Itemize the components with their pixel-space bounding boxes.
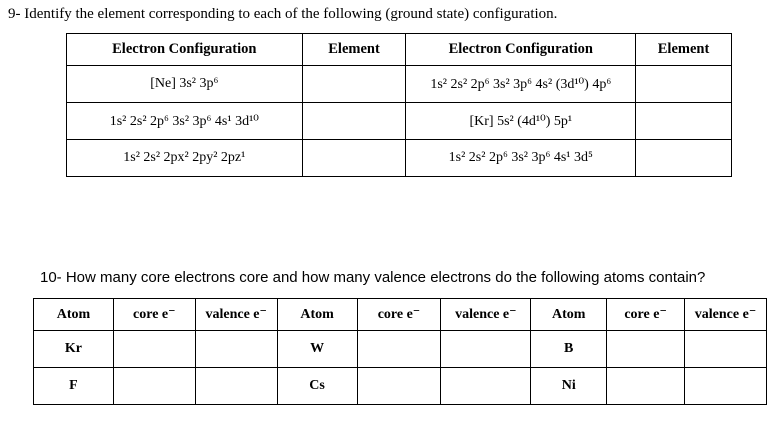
valence-answer-cell[interactable] bbox=[685, 368, 767, 405]
config-cell: [Kr] 5s² (4d¹⁰) 5p¹ bbox=[406, 103, 636, 140]
element-answer-cell[interactable] bbox=[302, 103, 406, 140]
table-row bbox=[67, 103, 732, 140]
question-10-table bbox=[33, 298, 767, 405]
atom-cell: Cs bbox=[277, 368, 357, 405]
table-row bbox=[34, 368, 767, 405]
header-element-2: Element bbox=[636, 34, 732, 66]
config-cell: 1s² 2s² 2p⁶ 3s² 3p⁶ 4s¹ 3d¹⁰ bbox=[67, 103, 303, 140]
question-9-table bbox=[66, 33, 732, 177]
table-header-row bbox=[67, 34, 732, 66]
question-9-title: 9- Identify the element corresponding to each of the following (ground state) configuration. bbox=[8, 6, 558, 22]
header-valence-electrons: valence e⁻ bbox=[441, 299, 531, 331]
valence-answer-cell[interactable] bbox=[685, 331, 767, 368]
config-cell: [Ne] 3s² 3p⁶ bbox=[67, 66, 303, 103]
core-answer-cell[interactable] bbox=[113, 368, 195, 405]
element-answer-cell[interactable] bbox=[302, 66, 406, 103]
table-row bbox=[67, 66, 732, 103]
core-answer-cell[interactable] bbox=[357, 331, 441, 368]
atom-cell: W bbox=[277, 331, 357, 368]
valence-answer-cell[interactable] bbox=[195, 331, 277, 368]
header-electron-configuration-2: Electron Configuration bbox=[406, 34, 636, 66]
header-valence-electrons: valence e⁻ bbox=[195, 299, 277, 331]
atom-cell: F bbox=[34, 368, 114, 405]
element-answer-cell[interactable] bbox=[636, 103, 732, 140]
config-cell: 1s² 2s² 2px² 2py² 2pz¹ bbox=[67, 140, 303, 177]
core-answer-cell[interactable] bbox=[607, 368, 685, 405]
atom-cell: B bbox=[531, 331, 607, 368]
header-core-electrons: core e⁻ bbox=[113, 299, 195, 331]
valence-answer-cell[interactable] bbox=[441, 368, 531, 405]
valence-answer-cell[interactable] bbox=[441, 331, 531, 368]
element-answer-cell[interactable] bbox=[302, 140, 406, 177]
config-cell: 1s² 2s² 2p⁶ 3s² 3p⁶ 4s¹ 3d⁵ bbox=[406, 140, 636, 177]
core-answer-cell[interactable] bbox=[357, 368, 441, 405]
header-atom: Atom bbox=[34, 299, 114, 331]
core-answer-cell[interactable] bbox=[113, 331, 195, 368]
header-element-1: Element bbox=[302, 34, 406, 66]
valence-answer-cell[interactable] bbox=[195, 368, 277, 405]
header-atom: Atom bbox=[277, 299, 357, 331]
element-answer-cell[interactable] bbox=[636, 140, 732, 177]
table-row bbox=[34, 331, 767, 368]
table-row bbox=[67, 140, 732, 177]
header-atom: Atom bbox=[531, 299, 607, 331]
header-core-electrons: core e⁻ bbox=[357, 299, 441, 331]
core-answer-cell[interactable] bbox=[607, 331, 685, 368]
header-valence-electrons: valence e⁻ bbox=[685, 299, 767, 331]
atom-cell: Ni bbox=[531, 368, 607, 405]
config-cell: 1s² 2s² 2p⁶ 3s² 3p⁶ 4s² (3d¹⁰) 4p⁶ bbox=[406, 66, 636, 103]
element-answer-cell[interactable] bbox=[636, 66, 732, 103]
atom-cell: Kr bbox=[34, 331, 114, 368]
question-10-title: 10- How many core electrons core and how many valence electrons do the following atoms contain? bbox=[40, 269, 706, 286]
header-core-electrons: core e⁻ bbox=[607, 299, 685, 331]
table-header-row bbox=[34, 299, 767, 331]
header-electron-configuration-1: Electron Configuration bbox=[67, 34, 303, 66]
